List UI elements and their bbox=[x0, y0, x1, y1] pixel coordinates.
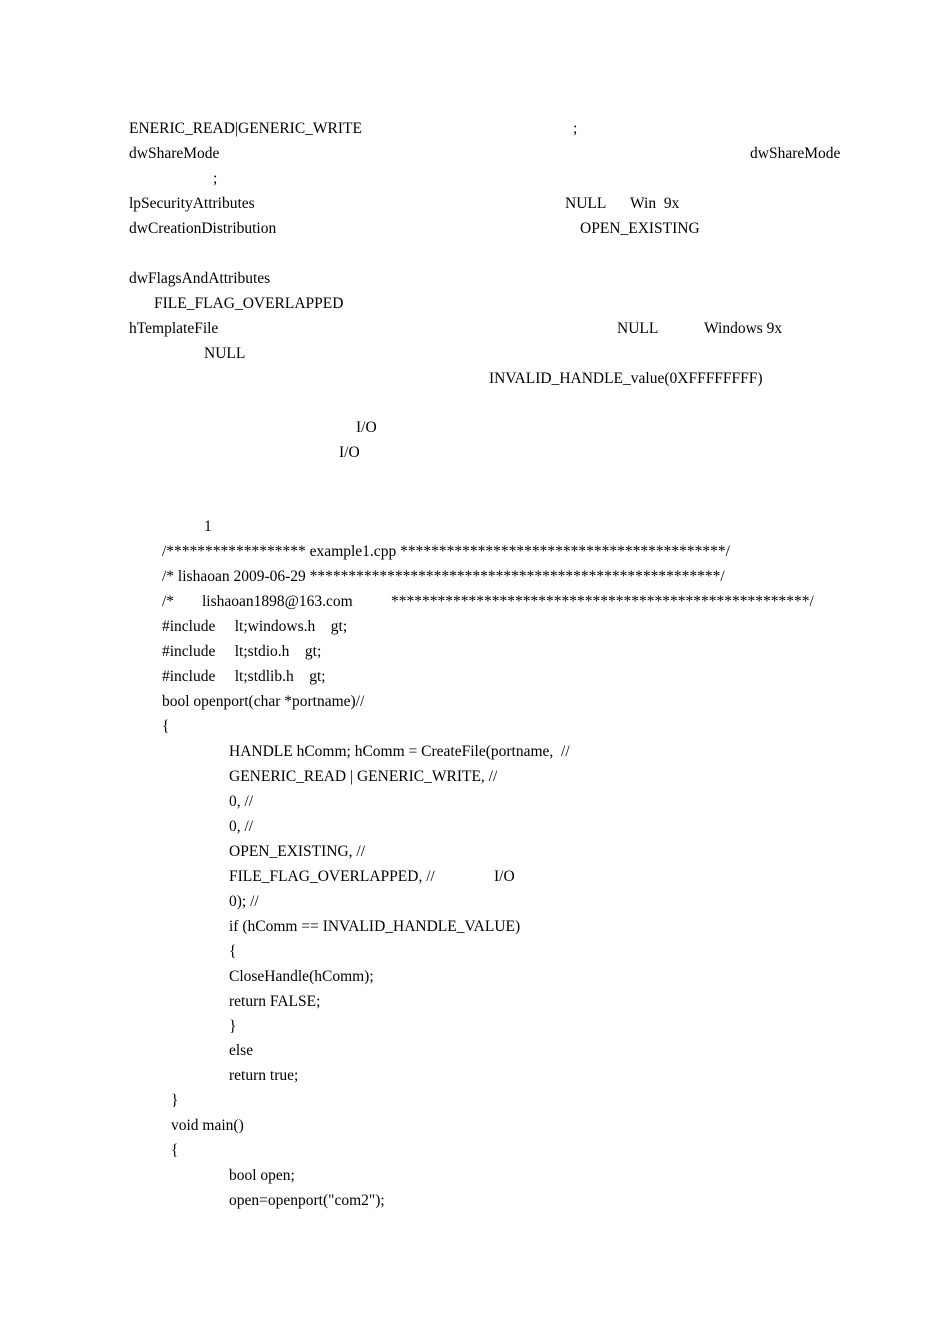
param-line-semicolon-2: ; bbox=[213, 170, 218, 187]
param-name-dwflagsandattributes: dwFlagsAndAttributes bbox=[129, 270, 271, 287]
param-ref-dwsharemode: dwShareMode bbox=[750, 145, 841, 162]
param-value-file-flag-overlapped: FILE_FLAG_OVERLAPPED bbox=[154, 295, 344, 312]
param-io-1: I/O bbox=[356, 419, 377, 436]
code-line-closehandle: CloseHandle(hComm); bbox=[229, 968, 374, 985]
code-func-signature: bool openport(char *portname)// bbox=[162, 693, 365, 710]
param-name-htemplatefile: hTemplateFile bbox=[129, 320, 219, 337]
code-line-createfile: HANDLE hComm; hComm = CreateFile(portname, // bbox=[229, 743, 570, 760]
param-value-open-existing: OPEN_EXISTING bbox=[580, 220, 700, 237]
param-value-null-3: NULL bbox=[204, 345, 246, 362]
param-value-win9x: Win 9x bbox=[630, 195, 680, 212]
code-line-if-brace-close: } bbox=[229, 1018, 237, 1035]
code-brace-open: { bbox=[162, 718, 170, 735]
code-line-zero-2: 0, // bbox=[229, 818, 254, 835]
code-header-email: lishaoan1898@163.com bbox=[202, 593, 353, 610]
code-main-brace-open: { bbox=[171, 1142, 179, 1159]
param-value-invalid-handle: INVALID_HANDLE_value(0XFFFFFFFF) bbox=[489, 370, 763, 387]
param-name-dwsharemode: dwShareMode bbox=[129, 145, 220, 162]
param-value-windows9x: Windows 9x bbox=[704, 320, 783, 337]
code-line-open-existing: OPEN_EXISTING, // bbox=[229, 843, 366, 860]
code-line-openport-call: open=openport("com2"); bbox=[229, 1192, 385, 1209]
example-number: 1 bbox=[204, 518, 212, 535]
code-header-comment-1: /****************** example1.cpp ******************************************/ bbox=[162, 543, 730, 560]
param-line-generic-read-write: ENERIC_READ|GENERIC_WRITE bbox=[129, 120, 362, 137]
code-line-return-false: return FALSE; bbox=[229, 993, 321, 1010]
param-name-lpsecurityattributes: lpSecurityAttributes bbox=[129, 195, 255, 212]
code-line-zero-1: 0, // bbox=[229, 793, 254, 810]
code-line-flag-overlapped: FILE_FLAG_OVERLAPPED, // bbox=[229, 868, 435, 885]
code-line-return-true: return true; bbox=[229, 1067, 299, 1084]
code-include-stdio: #include lt;stdio.h gt; bbox=[162, 643, 322, 660]
code-line-if: if (hComm == INVALID_HANDLE_VALUE) bbox=[229, 918, 521, 935]
code-line-else: else bbox=[229, 1042, 254, 1059]
code-brace-close: } bbox=[171, 1092, 179, 1109]
code-header-comment-3-start: /* bbox=[162, 593, 175, 610]
code-line-if-brace-open: { bbox=[229, 943, 237, 960]
code-include-windows: #include lt;windows.h gt; bbox=[162, 618, 348, 635]
code-line-bool-open: bool open; bbox=[229, 1167, 295, 1184]
param-line-semicolon: ; bbox=[573, 120, 578, 137]
code-main-signature: void main() bbox=[171, 1117, 244, 1134]
code-line-end-args: 0); // bbox=[229, 893, 259, 910]
param-io-2: I/O bbox=[339, 444, 360, 461]
code-header-comment-3-end: ******************************************************/ bbox=[391, 593, 814, 610]
code-line-flag-io: I/O bbox=[494, 868, 515, 885]
code-include-stdlib: #include lt;stdlib.h gt; bbox=[162, 668, 326, 685]
param-name-dwcreationdistribution: dwCreationDistribution bbox=[129, 220, 277, 237]
code-header-comment-2: /* lishaoan 2009-06-29 *****************************************************/ bbox=[162, 568, 725, 585]
param-value-null-2: NULL bbox=[617, 320, 659, 337]
param-value-null: NULL bbox=[565, 195, 607, 212]
code-line-generic: GENERIC_READ | GENERIC_WRITE, // bbox=[229, 768, 498, 785]
